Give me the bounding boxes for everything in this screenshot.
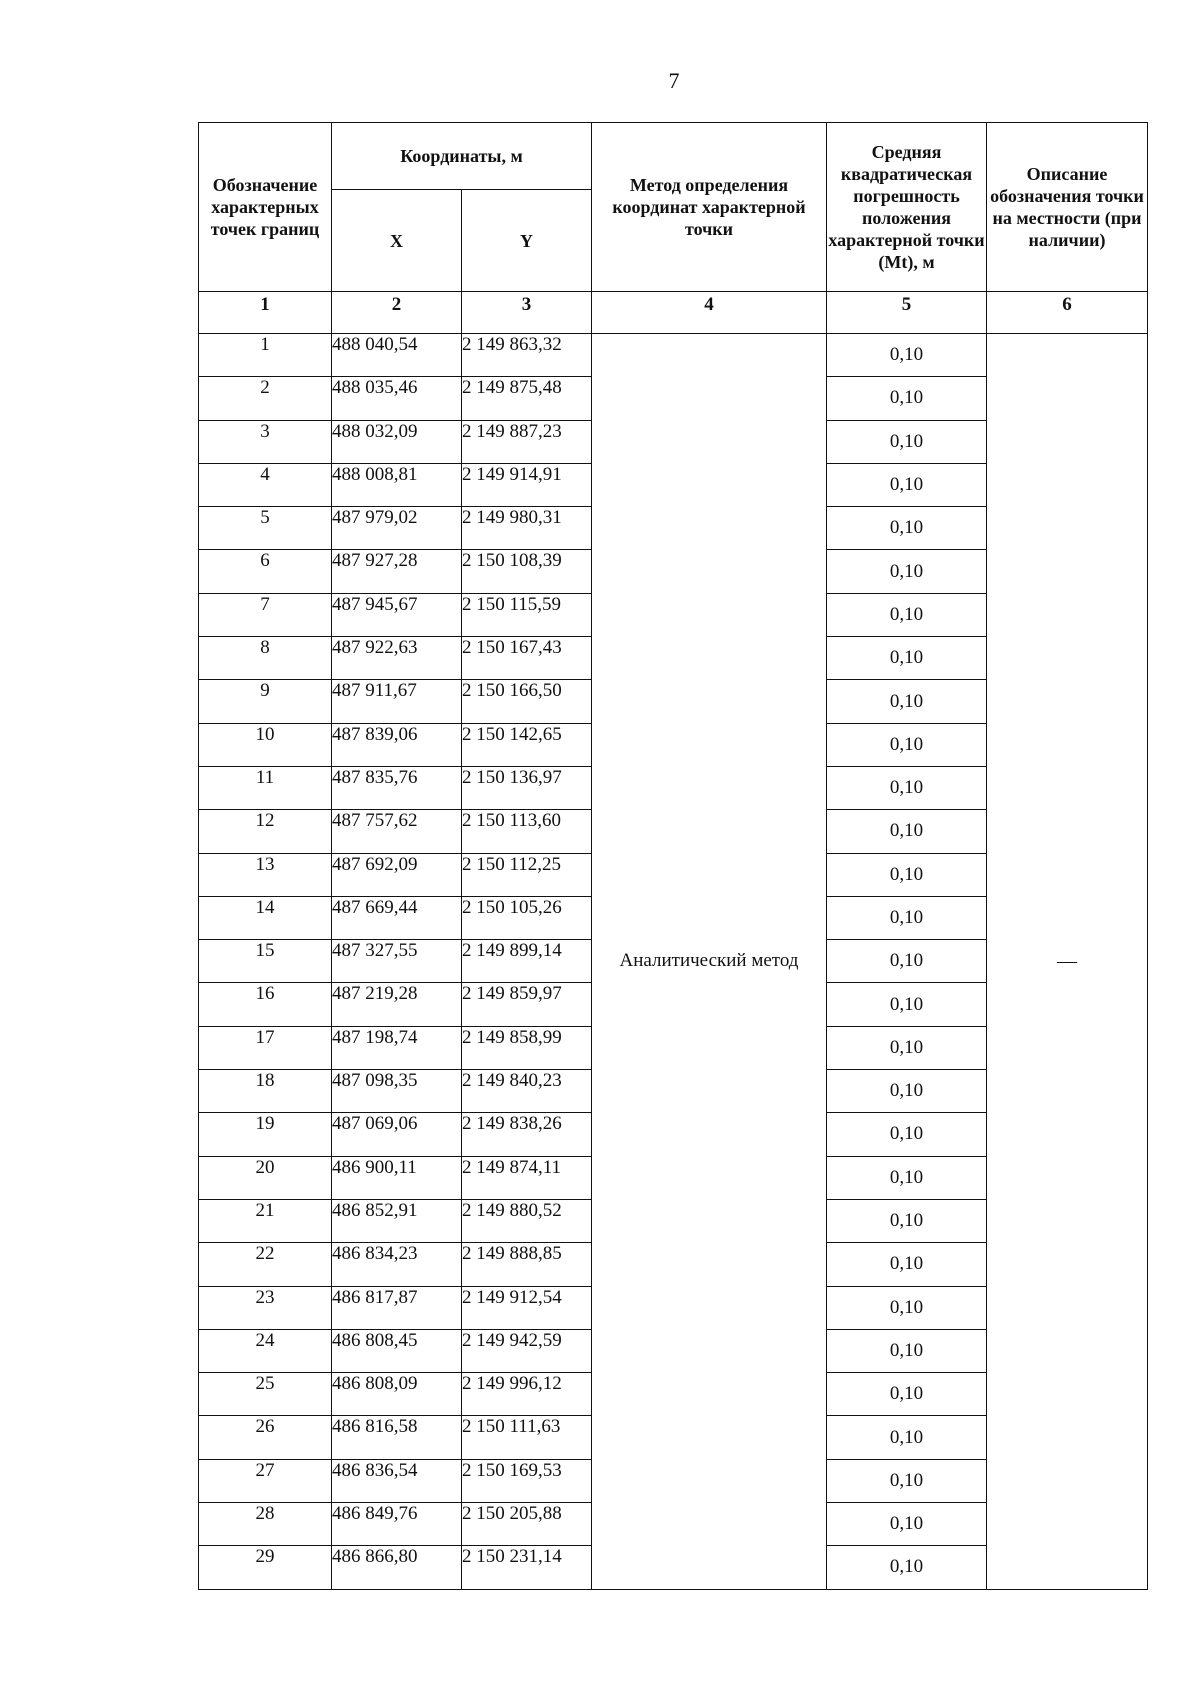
coord-x: 487 911,67 xyxy=(332,680,462,723)
coord-x: 488 035,46 xyxy=(332,377,462,420)
error-value: 0,10 xyxy=(827,1459,987,1502)
point-number: 27 xyxy=(199,1459,332,1502)
point-number: 19 xyxy=(199,1113,332,1156)
coord-x: 486 866,80 xyxy=(332,1546,462,1589)
coord-y: 2 150 115,59 xyxy=(462,593,592,636)
error-value: 0,10 xyxy=(827,940,987,983)
point-number: 9 xyxy=(199,680,332,723)
header-point-designation: Обозначение характерных точек границ xyxy=(199,123,332,292)
coord-x: 486 900,11 xyxy=(332,1156,462,1199)
error-value: 0,10 xyxy=(827,1070,987,1113)
coord-y: 2 149 887,23 xyxy=(462,420,592,463)
error-value: 0,10 xyxy=(827,1243,987,1286)
coord-y: 2 150 142,65 xyxy=(462,723,592,766)
point-number: 7 xyxy=(199,593,332,636)
point-number: 28 xyxy=(199,1503,332,1546)
error-value: 0,10 xyxy=(827,507,987,550)
coord-y: 2 149 880,52 xyxy=(462,1199,592,1242)
coord-x: 486 836,54 xyxy=(332,1459,462,1502)
coord-y: 2 149 859,97 xyxy=(462,983,592,1026)
coord-x: 486 834,23 xyxy=(332,1243,462,1286)
coord-x: 488 032,09 xyxy=(332,420,462,463)
column-number: 1 xyxy=(199,292,332,334)
coord-y: 2 150 166,50 xyxy=(462,680,592,723)
error-value: 0,10 xyxy=(827,1199,987,1242)
point-number: 3 xyxy=(199,420,332,463)
coord-x: 487 069,06 xyxy=(332,1113,462,1156)
point-number: 4 xyxy=(199,463,332,506)
column-number: 5 xyxy=(827,292,987,334)
error-value: 0,10 xyxy=(827,1546,987,1589)
point-number: 18 xyxy=(199,1070,332,1113)
error-value: 0,10 xyxy=(827,637,987,680)
point-number: 29 xyxy=(199,1546,332,1589)
coord-x: 487 757,62 xyxy=(332,810,462,853)
coord-y: 2 149 914,91 xyxy=(462,463,592,506)
point-number: 24 xyxy=(199,1329,332,1372)
coord-y: 2 149 858,99 xyxy=(462,1026,592,1069)
coord-x: 487 198,74 xyxy=(332,1026,462,1069)
coord-y: 2 150 113,60 xyxy=(462,810,592,853)
error-value: 0,10 xyxy=(827,420,987,463)
error-value: 0,10 xyxy=(827,1503,987,1546)
coord-y: 2 149 899,14 xyxy=(462,940,592,983)
column-number: 6 xyxy=(987,292,1148,334)
coord-y: 2 149 874,11 xyxy=(462,1156,592,1199)
error-value: 0,10 xyxy=(827,593,987,636)
point-number: 16 xyxy=(199,983,332,1026)
coord-y: 2 149 996,12 xyxy=(462,1373,592,1416)
coord-y: 2 149 942,59 xyxy=(462,1329,592,1372)
error-value: 0,10 xyxy=(827,377,987,420)
header-coordinates: Координаты, м xyxy=(332,123,592,190)
coord-x: 486 808,09 xyxy=(332,1373,462,1416)
coord-y: 2 150 111,63 xyxy=(462,1416,592,1459)
coord-y: 2 150 167,43 xyxy=(462,637,592,680)
coord-x: 488 040,54 xyxy=(332,334,462,377)
error-value: 0,10 xyxy=(827,1156,987,1199)
method-cell: Аналитический метод xyxy=(592,334,827,1590)
column-number: 4 xyxy=(592,292,827,334)
error-value: 0,10 xyxy=(827,896,987,939)
error-value: 0,10 xyxy=(827,983,987,1026)
header-description: Описание обозначения точки на местности (при наличии) xyxy=(987,123,1148,292)
point-number: 26 xyxy=(199,1416,332,1459)
boundary-points-table xyxy=(198,122,1148,1590)
coord-y: 2 150 169,53 xyxy=(462,1459,592,1502)
coord-y: 2 150 105,26 xyxy=(462,896,592,939)
table-body xyxy=(199,334,1148,1590)
error-value: 0,10 xyxy=(827,463,987,506)
point-number: 5 xyxy=(199,507,332,550)
coord-y: 2 150 231,14 xyxy=(462,1546,592,1589)
error-value: 0,10 xyxy=(827,1113,987,1156)
coord-y: 2 149 912,54 xyxy=(462,1286,592,1329)
error-value: 0,10 xyxy=(827,680,987,723)
point-number: 2 xyxy=(199,377,332,420)
coord-x: 486 808,45 xyxy=(332,1329,462,1372)
point-number: 10 xyxy=(199,723,332,766)
coord-x: 486 816,58 xyxy=(332,1416,462,1459)
error-value: 0,10 xyxy=(827,1026,987,1069)
coord-x: 486 852,91 xyxy=(332,1199,462,1242)
coord-x: 487 692,09 xyxy=(332,853,462,896)
coord-x: 486 849,76 xyxy=(332,1503,462,1546)
error-value: 0,10 xyxy=(827,550,987,593)
coord-x: 488 008,81 xyxy=(332,463,462,506)
coord-x: 487 327,55 xyxy=(332,940,462,983)
point-number: 17 xyxy=(199,1026,332,1069)
coord-x: 487 979,02 xyxy=(332,507,462,550)
page-number: 7 xyxy=(668,68,680,93)
error-value: 0,10 xyxy=(827,1286,987,1329)
error-value: 0,10 xyxy=(827,853,987,896)
coord-x: 487 098,35 xyxy=(332,1070,462,1113)
point-number: 8 xyxy=(199,637,332,680)
coord-x: 486 817,87 xyxy=(332,1286,462,1329)
header-x: X xyxy=(332,190,462,292)
column-number: 3 xyxy=(462,292,592,334)
header-method: Метод определения координат характерной точки xyxy=(592,123,827,292)
coord-x: 487 835,76 xyxy=(332,766,462,809)
coord-y: 2 149 888,85 xyxy=(462,1243,592,1286)
point-number: 11 xyxy=(199,766,332,809)
description-cell: — xyxy=(987,334,1148,1590)
table-row xyxy=(199,334,1148,377)
error-value: 0,10 xyxy=(827,1373,987,1416)
coord-x: 487 219,28 xyxy=(332,983,462,1026)
point-number: 13 xyxy=(199,853,332,896)
coord-y: 2 150 205,88 xyxy=(462,1503,592,1546)
error-value: 0,10 xyxy=(827,334,987,377)
point-number: 20 xyxy=(199,1156,332,1199)
error-value: 0,10 xyxy=(827,1329,987,1372)
point-number: 25 xyxy=(199,1373,332,1416)
column-number: 2 xyxy=(332,292,462,334)
coord-y: 2 150 136,97 xyxy=(462,766,592,809)
point-number: 12 xyxy=(199,810,332,853)
header-error: Средняя квадратическая погрешность положения характерной точки (Mt), м xyxy=(827,123,987,292)
header-y: Y xyxy=(462,190,592,292)
point-number: 22 xyxy=(199,1243,332,1286)
coord-x: 487 927,28 xyxy=(332,550,462,593)
point-number: 21 xyxy=(199,1199,332,1242)
error-value: 0,10 xyxy=(827,723,987,766)
coord-y: 2 150 112,25 xyxy=(462,853,592,896)
error-value: 0,10 xyxy=(827,1416,987,1459)
error-value: 0,10 xyxy=(827,810,987,853)
error-value: 0,10 xyxy=(827,766,987,809)
point-number: 15 xyxy=(199,940,332,983)
coord-x: 487 669,44 xyxy=(332,896,462,939)
point-number: 1 xyxy=(199,334,332,377)
coord-x: 487 945,67 xyxy=(332,593,462,636)
coord-y: 2 150 108,39 xyxy=(462,550,592,593)
coord-y: 2 149 840,23 xyxy=(462,1070,592,1113)
point-number: 6 xyxy=(199,550,332,593)
coord-y: 2 149 980,31 xyxy=(462,507,592,550)
coord-y: 2 149 838,26 xyxy=(462,1113,592,1156)
coord-x: 487 839,06 xyxy=(332,723,462,766)
point-number: 14 xyxy=(199,896,332,939)
coord-y: 2 149 863,32 xyxy=(462,334,592,377)
point-number: 23 xyxy=(199,1286,332,1329)
coord-y: 2 149 875,48 xyxy=(462,377,592,420)
coord-x: 487 922,63 xyxy=(332,637,462,680)
